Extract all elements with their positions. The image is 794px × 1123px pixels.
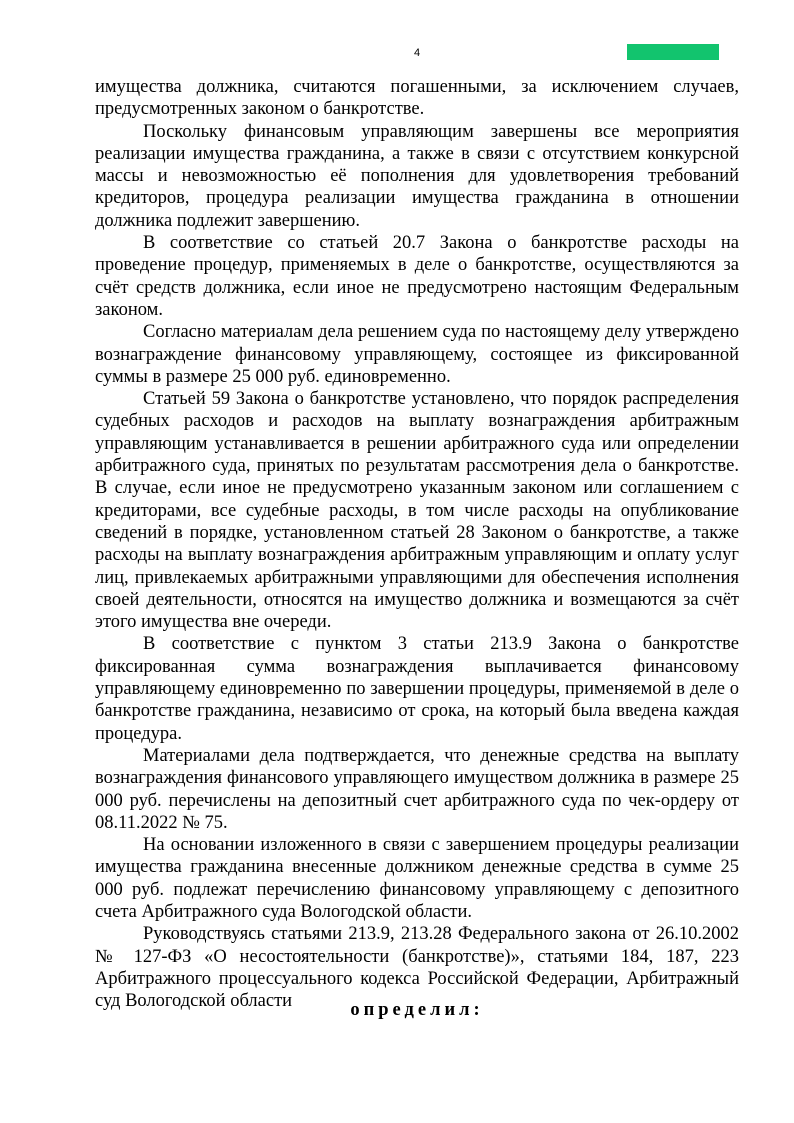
paragraph-article-213-9: В соответствие с пунктом 3 статьи 213.9 Закона о банкротстве фиксированная сумма вознаграждения выплачивается финансовому управляющему единовременно по завершении процедуры, применяемой в деле о банкротстве гражданина, независимо от срока, на который была введена каждая процедура.	[95, 634, 739, 744]
paragraph-transfer-order: На основании изложенного в связи с завершением процедуры реализации имущества гражданина внесенные должником денежные средства в сумме 25 000 руб. подлежат перечислению финансовому управляющему с депозитного счета Арбитражного суда Вологодской области.	[95, 835, 739, 922]
paragraph-article-59: Статьей 59 Закона о банкротстве установлено, что порядок распределения судебных расходов и расходов на выплату вознаграждения арбитражным управляющим устанавливается в решении арбитражного суда или определении арбитражного суда, принятых по результатам рассмотрения дела о банкротстве. В случае, если иное не предусмотрено указанным законом или соглашением с кредиторами, все судебные расходы, в том числе расходы на опубликование сведений в порядке, установленном статьей 28 Законом о банкротстве, а также расходы на выплату вознаграждения арбитражным управляющим и оплату услуг лиц, привлекаемых арбитражными управляющими для обеспечения исполнения своей деятельности, относятся на имущество должника и возмещаются за счёт этого имущества вне очереди.	[95, 389, 739, 633]
paragraph-expenses-article-20-7: В соответствие со статьей 20.7 Закона о банкротстве расходы на проведение процедур, применяемых в деле о банкротстве, осуществляются за счёт средств должника, если иное не предусмотрено настоящим Федеральным законом.	[95, 233, 739, 320]
green-status-mark	[627, 44, 719, 60]
paragraph-deposit-confirmation: Материалами дела подтверждается, что денежные средства на выплату вознаграждения финансового управляющего имуществом должника в размере 25 000 руб. перечислены на депозитный счет арбитражного суда по чек-ордеру от 08.11.2022 № 75.	[95, 745, 739, 833]
page-number: 4	[413, 47, 421, 59]
paragraph-legal-basis: Руководствуясь статьями 213.9, 213.28 Федерального закона от 26.10.2002 № 127-ФЗ «О несостоятельности (банкротстве)», статьями 184, 187, 223 Арбитражного процессуального кодекса Российской Федерации, Арбитражный суд Вологодской области	[95, 924, 739, 1012]
paragraph-manager-remuneration: Согласно материалам дела решением суда по настоящему делу утверждено вознаграждение финансовому управляющему, состоящее из фиксированной суммы в размере 25 000 руб. единовременно.	[95, 322, 739, 387]
document-body	[95, 76, 739, 1012]
paragraph-procedure-completion: Поскольку финансовым управляющим завершены все мероприятия реализации имущества гражданина, а также в связи с отсутствием конкурсной массы и невозможностью её пополнения для удовлетворения требований кредиторов, процедура реализации имущества гражданина в отношении должника подлежит завершению.	[95, 121, 739, 231]
decision-heading: определил:	[350, 1000, 484, 1020]
paragraph-continuation: имущества должника, считаются погашенными, за исключением случаев, предусмотренных законом о банкротстве.	[95, 77, 739, 120]
